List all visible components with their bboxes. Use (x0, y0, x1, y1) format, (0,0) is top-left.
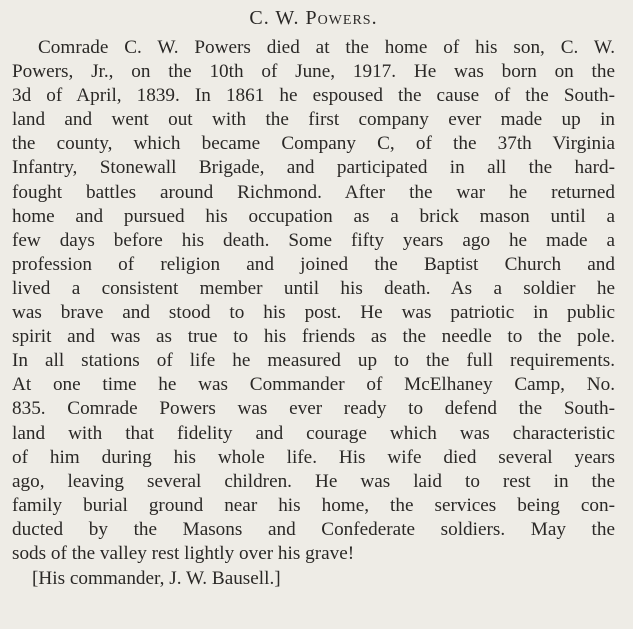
signature-line: [His commander, J. W. Bausell.] (32, 568, 281, 590)
text-line: Powers, Jr., on the 10th of June, 1917. He was born on the (12, 61, 615, 83)
text-line: few days before his death. Some fifty years ago he made a (12, 229, 615, 251)
text-line: profession of religion and joined the Baptist Church and (12, 253, 615, 275)
text-line: family burial ground near his home, the services being con- (12, 494, 615, 516)
text-line: In all stations of life he measured up to the full requirements. (12, 350, 615, 372)
text-line: was brave and stood to his post. He was patriotic in public (12, 302, 615, 324)
text-line: lived a consistent member until his death. As a soldier he (12, 277, 615, 299)
text-line: Infantry, Stonewall Brigade, and participated in all the hard- (12, 157, 615, 179)
text-line: sods of the valley rest lightly over his grave! (12, 542, 355, 564)
obituary-heading: C. W. Powers. (249, 7, 378, 29)
text-line: fought battles around Richmond. After the war he returned (12, 181, 615, 203)
text-line: the county, which became Company C, of the 37th Virginia (12, 133, 615, 155)
text-line: ducted by the Masons and Confederate soldiers. May the (12, 518, 615, 540)
obituary-body (12, 36, 615, 566)
text-line: spirit and was as true to his friends as the needle to the pole. (12, 326, 615, 348)
text-line: 835. Comrade Powers was ever ready to defend the South- (12, 398, 615, 420)
text-line: land and went out with the first company ever made up in (12, 109, 615, 131)
text-line: ago, leaving several children. He was laid to rest in the (12, 470, 615, 492)
text-line: home and pursued his occupation as a brick mason until a (12, 205, 615, 227)
text-line: 3d of April, 1839. In 1861 he espoused the cause of the South- (12, 85, 615, 107)
text-line: At one time he was Commander of McElhaney Camp, No. (12, 374, 615, 396)
text-line: land with that fidelity and courage which was characteristic (12, 422, 615, 444)
text-line: Comrade C. W. Powers died at the home of his son, C. W. (38, 37, 615, 58)
text-line: of him during his whole life. His wife died several years (12, 446, 615, 468)
